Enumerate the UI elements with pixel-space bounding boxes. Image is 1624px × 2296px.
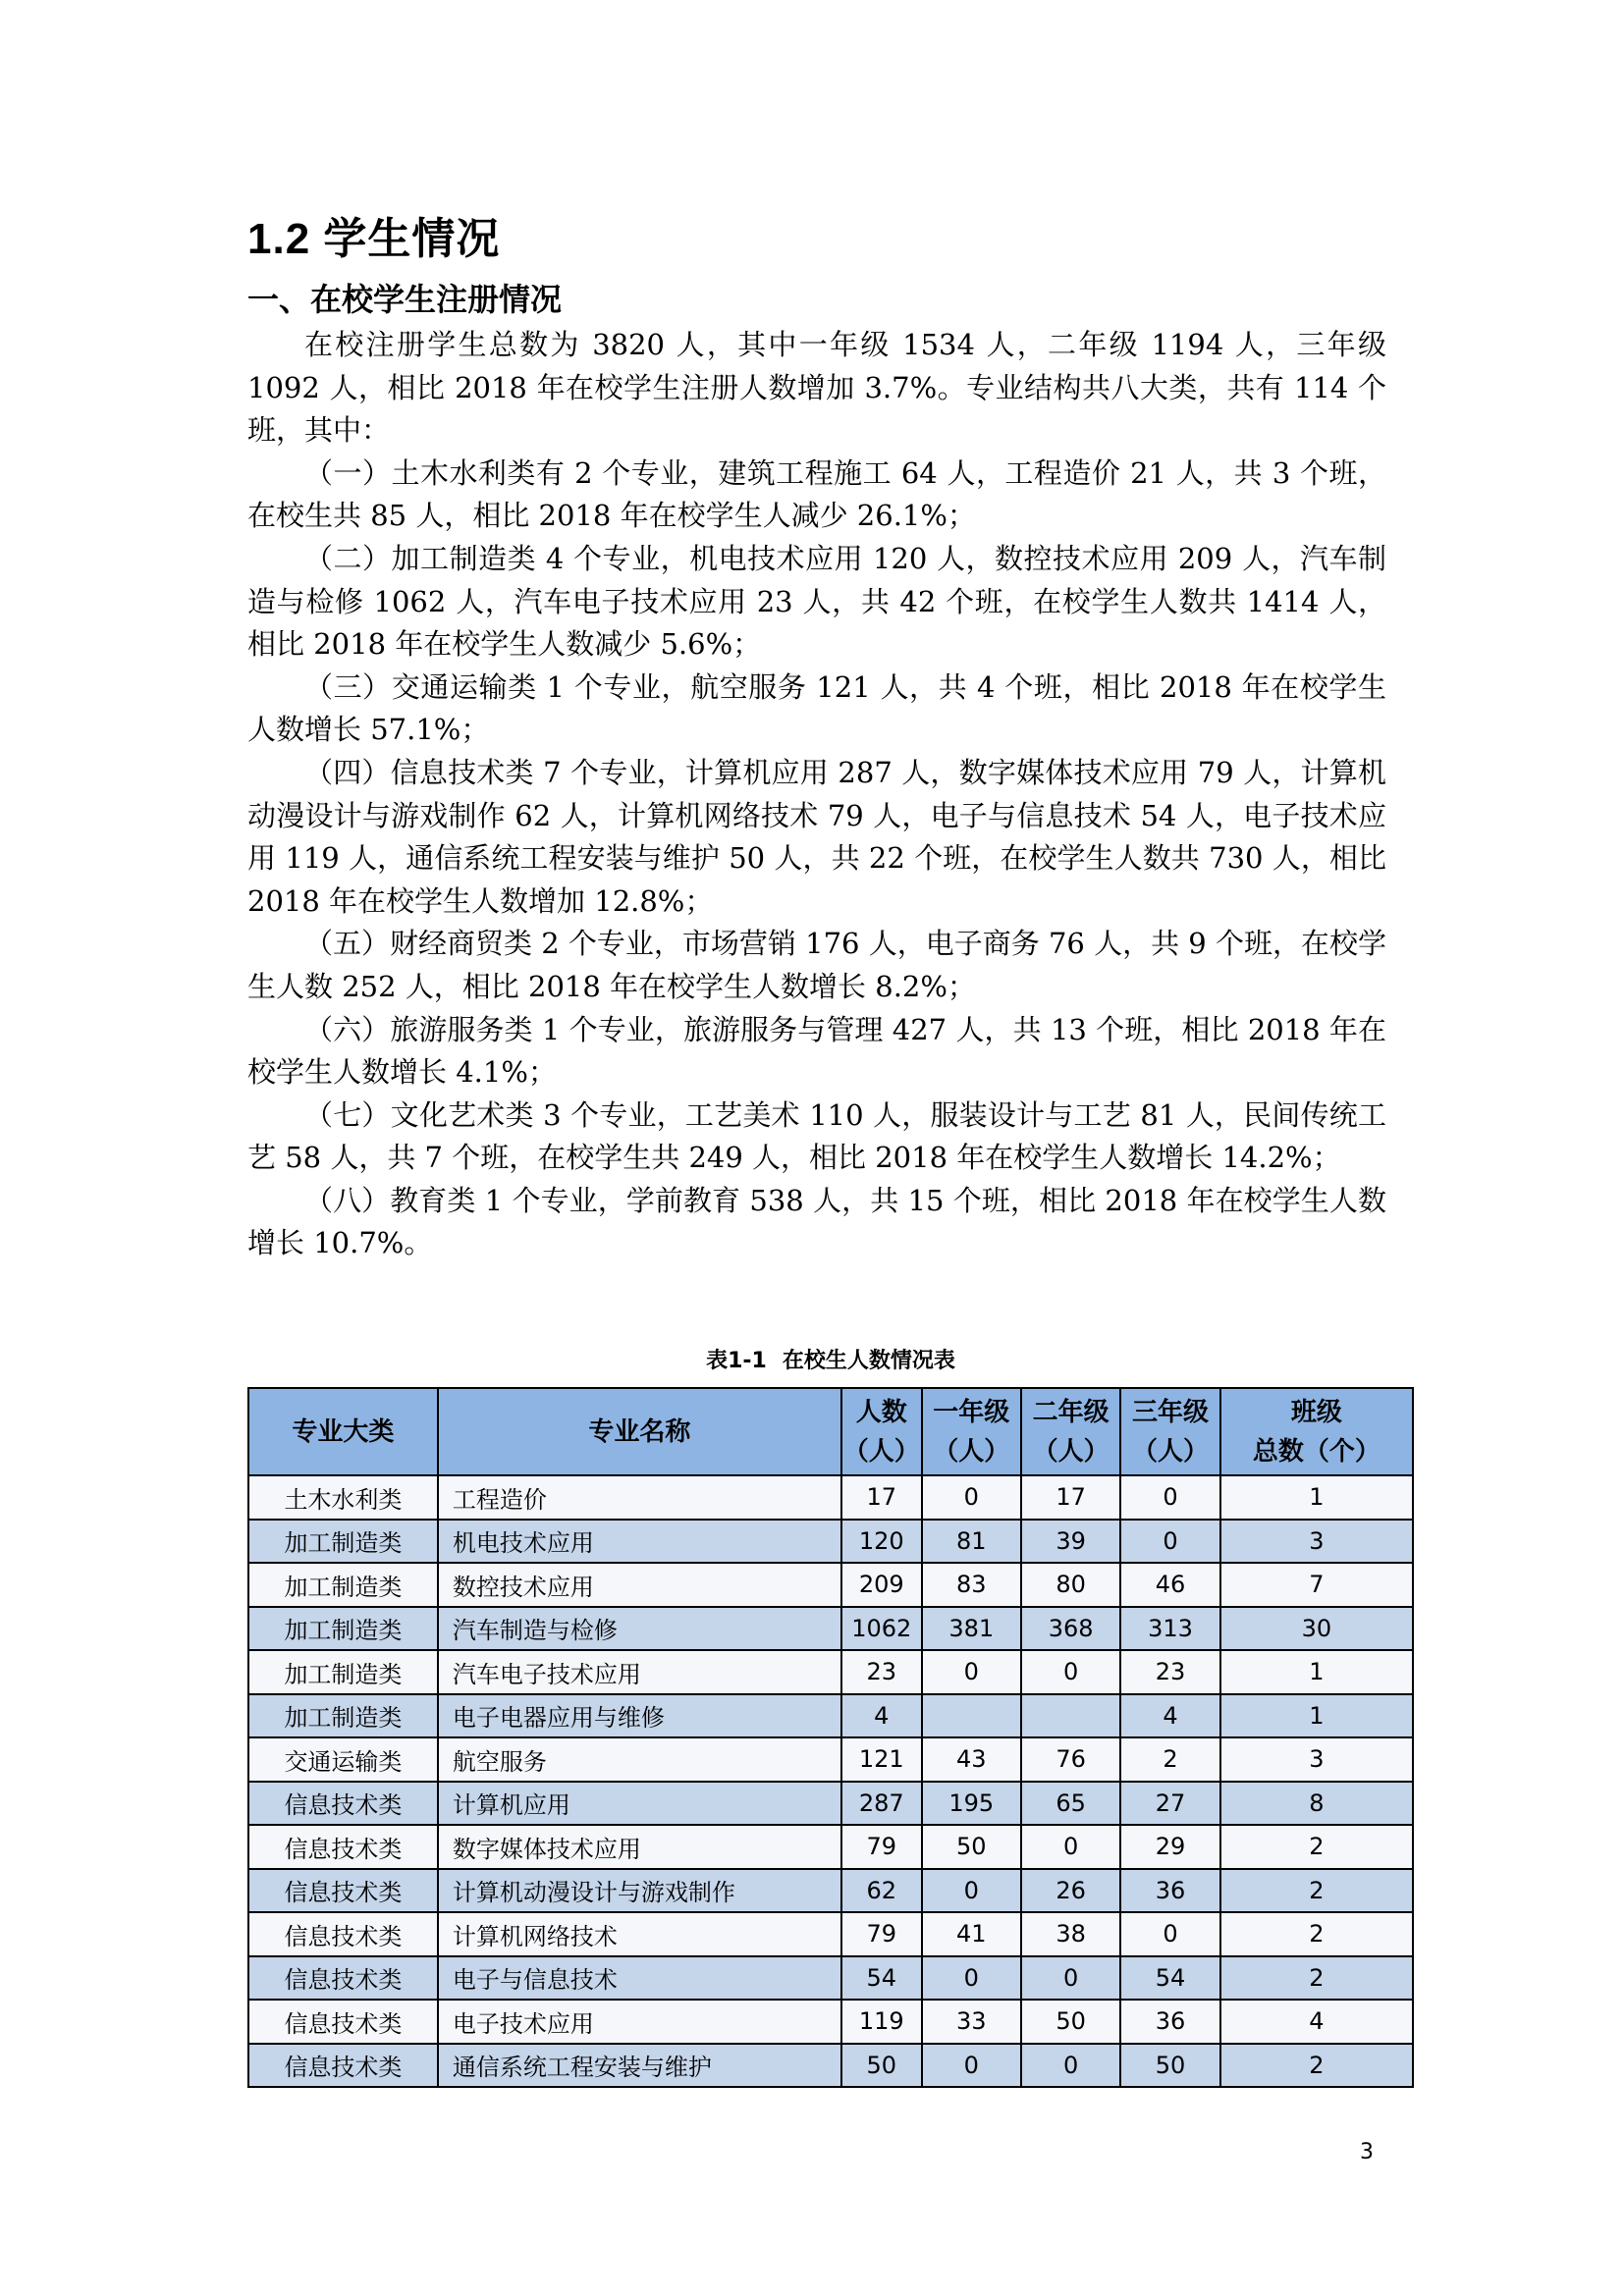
- cell-classes: 7: [1220, 1563, 1413, 1607]
- cell-classes: 1: [1220, 1650, 1413, 1694]
- paragraph-category-7: （七）文化艺术类 3 个专业，工艺美术 110 人，服装设计与工艺 81 人，民间传统工艺 58 人，共 7 个班，在校学生共 249 人，相比 2018 年在校学生人数增长 14.2%；: [247, 1097, 1386, 1175]
- table-row: [248, 1520, 1413, 1564]
- cell-major: 电子技术应用: [438, 2000, 841, 2044]
- cell-classes: 2: [1220, 2044, 1413, 2088]
- cell-total: 23: [841, 1650, 922, 1694]
- cell-grade3: 0: [1120, 1475, 1219, 1520]
- cell-classes: 4: [1220, 2000, 1413, 2044]
- cell-grade3: 0: [1120, 1520, 1219, 1564]
- cell-grade2: 80: [1021, 1563, 1120, 1607]
- header-grade3: 三年级 （人）: [1120, 1388, 1219, 1475]
- cell-grade3: 4: [1120, 1694, 1219, 1738]
- cell-total: 79: [841, 1912, 922, 1956]
- cell-total: 209: [841, 1563, 922, 1607]
- cell-classes: 3: [1220, 1737, 1413, 1782]
- cell-grade3: 23: [1120, 1650, 1219, 1694]
- cell-major: 电子与信息技术: [438, 1956, 841, 2001]
- cell-grade3: 46: [1120, 1563, 1219, 1607]
- cell-grade1: 0: [922, 1475, 1021, 1520]
- cell-classes: 3: [1220, 1520, 1413, 1564]
- cell-grade1: 0: [922, 1650, 1021, 1694]
- header-grade1: 一年级 （人）: [922, 1388, 1021, 1475]
- page-number: 3: [1360, 2140, 1374, 2164]
- cell-total: 50: [841, 2044, 922, 2088]
- header-grade2: 二年级 （人）: [1021, 1388, 1120, 1475]
- table-row: [248, 1869, 1413, 1913]
- cell-category: 信息技术类: [248, 1869, 438, 1913]
- cell-grade1: 43: [922, 1737, 1021, 1782]
- cell-grade1: 0: [922, 1869, 1021, 1913]
- table-row: [248, 1912, 1413, 1956]
- cell-major: 通信系统工程安装与维护: [438, 2044, 841, 2088]
- cell-grade3: 54: [1120, 1956, 1219, 2001]
- cell-major: 航空服务: [438, 1737, 841, 1782]
- cell-major: 汽车制造与检修: [438, 1607, 841, 1651]
- cell-total: 121: [841, 1737, 922, 1782]
- cell-grade2: 38: [1021, 1912, 1120, 1956]
- cell-category: 信息技术类: [248, 2044, 438, 2088]
- cell-grade3: 36: [1120, 2000, 1219, 2044]
- cell-category: 信息技术类: [248, 2000, 438, 2044]
- body-text: [247, 324, 1386, 1265]
- section-title: 1.2 学生情况: [247, 215, 501, 263]
- cell-grade2: 39: [1021, 1520, 1120, 1564]
- table-row: [248, 1825, 1413, 1869]
- cell-total: 287: [841, 1782, 922, 1826]
- table-caption-number: 表1-1: [706, 1349, 767, 1373]
- header-major: 专业名称: [438, 1388, 841, 1475]
- cell-classes: 8: [1220, 1782, 1413, 1826]
- cell-grade2: [1021, 1694, 1120, 1738]
- cell-classes: 30: [1220, 1607, 1413, 1651]
- cell-grade3: 36: [1120, 1869, 1219, 1913]
- table-caption: [247, 1347, 1414, 1376]
- header-category: 专业大类: [248, 1388, 438, 1475]
- cell-total: 54: [841, 1956, 922, 2001]
- cell-grade2: 76: [1021, 1737, 1120, 1782]
- table-row: [248, 1737, 1413, 1782]
- cell-category: 加工制造类: [248, 1650, 438, 1694]
- cell-category: 信息技术类: [248, 1825, 438, 1869]
- table-row: [248, 1782, 1413, 1826]
- cell-grade2: 26: [1021, 1869, 1120, 1913]
- cell-grade1: 50: [922, 1825, 1021, 1869]
- cell-grade2: 368: [1021, 1607, 1120, 1651]
- cell-grade2: 0: [1021, 1956, 1120, 2001]
- cell-total: 119: [841, 2000, 922, 2044]
- cell-total: 1062: [841, 1607, 922, 1651]
- header-total: 人数 （人）: [841, 1388, 922, 1475]
- cell-category: 加工制造类: [248, 1607, 438, 1651]
- cell-major: 工程造价: [438, 1475, 841, 1520]
- cell-grade3: 2: [1120, 1737, 1219, 1782]
- cell-grade2: 0: [1021, 1825, 1120, 1869]
- cell-grade2: 0: [1021, 2044, 1120, 2088]
- cell-category: 交通运输类: [248, 1737, 438, 1782]
- table-header-row: [248, 1388, 1413, 1475]
- cell-grade3: 0: [1120, 1912, 1219, 1956]
- header-classes: 班级 总数（个）: [1220, 1388, 1413, 1475]
- cell-grade2: 17: [1021, 1475, 1120, 1520]
- cell-classes: 2: [1220, 1869, 1413, 1913]
- cell-category: 土木水利类: [248, 1475, 438, 1520]
- paragraph-category-1: （一）土木水利类有 2 个专业，建筑工程施工 64 人，工程造价 21 人，共 3 个班，在校生共 85 人，相比 2018 年在校学生人减少 26.1%；: [247, 455, 1386, 533]
- cell-total: 4: [841, 1694, 922, 1738]
- subsection-title: 一、在校学生注册情况: [247, 282, 563, 317]
- table-row: [248, 2000, 1413, 2044]
- cell-major: 机电技术应用: [438, 1520, 841, 1564]
- cell-grade2: 65: [1021, 1782, 1120, 1826]
- paragraph-category-5: （五）财经商贸类 2 个专业，市场营销 176 人，电子商务 76 人，共 9 个班，在校学生人数 252 人，相比 2018 年在校学生人数增长 8.2%；: [247, 927, 1386, 1003]
- table-body: [248, 1475, 1413, 2087]
- cell-category: 加工制造类: [248, 1563, 438, 1607]
- cell-grade1: [922, 1694, 1021, 1738]
- cell-major: 计算机动漫设计与游戏制作: [438, 1869, 841, 1913]
- cell-category: 信息技术类: [248, 1956, 438, 2001]
- cell-grade1: 0: [922, 2044, 1021, 2088]
- cell-grade1: 81: [922, 1520, 1021, 1564]
- cell-classes: 2: [1220, 1956, 1413, 2001]
- cell-grade3: 313: [1120, 1607, 1219, 1651]
- table-row: [248, 1563, 1413, 1607]
- paragraph-category-8: （八）教育类 1 个专业，学前教育 538 人，共 15 个班，相比 2018 年在校学生人数增长 10.7%。: [247, 1183, 1386, 1260]
- cell-major: 数字媒体技术应用: [438, 1825, 841, 1869]
- cell-grade2: 0: [1021, 1650, 1120, 1694]
- table-row: [248, 1475, 1413, 1520]
- cell-category: 信息技术类: [248, 1782, 438, 1826]
- cell-category: 加工制造类: [248, 1520, 438, 1564]
- cell-major: 计算机应用: [438, 1782, 841, 1826]
- paragraph-category-3: （三）交通运输类 1 个专业，航空服务 121 人，共 4 个班，相比 2018 年在校学生人数增长 57.1%；: [247, 669, 1386, 747]
- table-row: [248, 1607, 1413, 1651]
- table-caption-title: 在校生人数情况表: [782, 1349, 955, 1373]
- cell-grade2: 50: [1021, 2000, 1120, 2044]
- paragraph-intro: 在校注册学生总数为 3820 人，其中一年级 1534 人，二年级 1194 人，三年级 1092 人，相比 2018 年在校学生注册人数增加 3.7%。专业结构共八大类，共有 114 个班，其中：: [247, 328, 1386, 448]
- cell-major: 数控技术应用: [438, 1563, 841, 1607]
- cell-total: 79: [841, 1825, 922, 1869]
- cell-total: 17: [841, 1475, 922, 1520]
- paragraph-category-2: （二）加工制造类 4 个专业，机电技术应用 120 人，数控技术应用 209 人，汽车制造与检修 1062 人，汽车电子技术应用 23 人，共 42 个班，在校学生人数共 1414 人，相比 2018 年在校学生人数减少 5.6%；: [247, 541, 1386, 662]
- cell-major: 汽车电子技术应用: [438, 1650, 841, 1694]
- cell-grade1: 83: [922, 1563, 1021, 1607]
- cell-classes: 2: [1220, 1912, 1413, 1956]
- cell-grade1: 0: [922, 1956, 1021, 2001]
- student-count-table: [247, 1387, 1414, 2088]
- cell-grade3: 50: [1120, 2044, 1219, 2088]
- cell-grade1: 381: [922, 1607, 1021, 1651]
- table-row: [248, 1956, 1413, 2001]
- table-row: [248, 1694, 1413, 1738]
- cell-grade1: 41: [922, 1912, 1021, 1956]
- cell-category: 信息技术类: [248, 1912, 438, 1956]
- cell-total: 120: [841, 1520, 922, 1564]
- cell-classes: 1: [1220, 1475, 1413, 1520]
- cell-grade1: 33: [922, 2000, 1021, 2044]
- cell-major: 计算机网络技术: [438, 1912, 841, 1956]
- cell-grade1: 195: [922, 1782, 1021, 1826]
- cell-major: 电子电器应用与维修: [438, 1694, 841, 1738]
- table-row: [248, 2044, 1413, 2088]
- cell-total: 62: [841, 1869, 922, 1913]
- table-row: [248, 1650, 1413, 1694]
- cell-classes: 2: [1220, 1825, 1413, 1869]
- cell-grade3: 29: [1120, 1825, 1219, 1869]
- cell-category: 加工制造类: [248, 1694, 438, 1738]
- paragraph-category-6: （六）旅游服务类 1 个专业，旅游服务与管理 427 人，共 13 个班，相比 2018 年在校学生人数增长 4.1%；: [247, 1012, 1386, 1090]
- cell-classes: 1: [1220, 1694, 1413, 1738]
- cell-grade3: 27: [1120, 1782, 1219, 1826]
- paragraph-category-4: （四）信息技术类 7 个专业，计算机应用 287 人，数字媒体技术应用 79 人，计算机动漫设计与游戏制作 62 人，计算机网络技术 79 人，电子与信息技术 54 人，电子技术应用 119 人，通信系统工程安装与维护 50 人，共 22 个班，在校学生人数共 730 人，相比 2018 年在校学生人数增加 12.8%；: [247, 755, 1386, 918]
